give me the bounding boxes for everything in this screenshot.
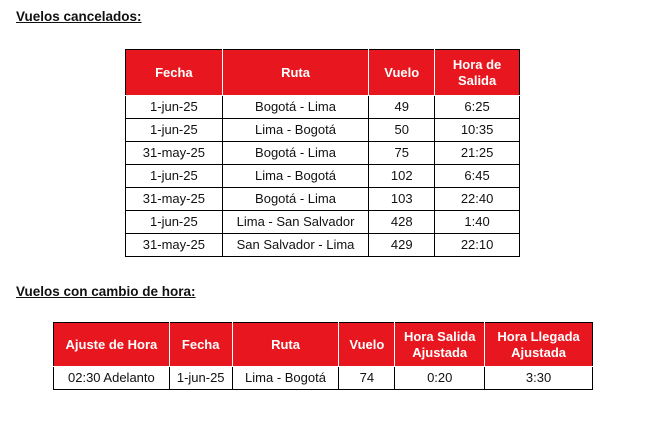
time-change-flights-table [53, 322, 593, 390]
cell-fecha: 1-jun-25 [126, 96, 223, 119]
header-ruta: Ruta [222, 50, 369, 96]
cell-hora-salida: 6:25 [435, 96, 520, 119]
cell-ruta: Lima - Bogotá [232, 367, 339, 390]
cell-hora-salida: 22:10 [435, 234, 520, 257]
table-header-row [54, 323, 593, 367]
cell-fecha: 1-jun-25 [126, 165, 223, 188]
cell-hora-salida: 21:25 [435, 142, 520, 165]
cancelled-flights-title: Vuelos cancelados: [16, 9, 142, 24]
cell-ruta: Bogotá - Lima [222, 142, 369, 165]
header-hora-salida-ajustada: Hora Salida Ajustada [395, 323, 485, 367]
cell-ruta: San Salvador - Lima [222, 234, 369, 257]
header-fecha: Fecha [126, 50, 223, 96]
cancelled-flights-table [125, 49, 520, 257]
cell-vuelo: 49 [369, 96, 435, 119]
header-vuelo: Vuelo [369, 50, 435, 96]
cell-hora-salida-ajustada: 0:20 [395, 367, 485, 390]
table-row [126, 211, 520, 234]
cell-ruta: Bogotá - Lima [222, 96, 369, 119]
cell-vuelo: 428 [369, 211, 435, 234]
cell-hora-salida: 10:35 [435, 119, 520, 142]
table-row [126, 165, 520, 188]
table-row [126, 142, 520, 165]
header-vuelo: Vuelo [339, 323, 395, 367]
cell-vuelo: 429 [369, 234, 435, 257]
cell-ruta: Lima - Bogotá [222, 165, 369, 188]
cell-vuelo: 50 [369, 119, 435, 142]
cell-hora-salida: 22:40 [435, 188, 520, 211]
table-header-row [126, 50, 520, 96]
cell-hora-salida: 6:45 [435, 165, 520, 188]
cell-fecha: 31-may-25 [126, 188, 223, 211]
table-row [126, 96, 520, 119]
cell-fecha: 1-jun-25 [169, 367, 232, 390]
header-hora-salida: Hora de Salida [435, 50, 520, 96]
cell-ajuste-hora: 02:30 Adelanto [54, 367, 170, 390]
cell-fecha: 1-jun-25 [126, 119, 223, 142]
header-ajuste-hora: Ajuste de Hora [54, 323, 170, 367]
header-fecha: Fecha [169, 323, 232, 367]
cell-ruta: Bogotá - Lima [222, 188, 369, 211]
cell-fecha: 31-may-25 [126, 234, 223, 257]
cell-hora-llegada-ajustada: 3:30 [485, 367, 593, 390]
cell-vuelo: 103 [369, 188, 435, 211]
cell-ruta: Lima - San Salvador [222, 211, 369, 234]
cell-ruta: Lima - Bogotá [222, 119, 369, 142]
cell-vuelo: 74 [339, 367, 395, 390]
header-ruta: Ruta [232, 323, 339, 367]
table-row [54, 367, 593, 390]
table-row [126, 119, 520, 142]
cell-fecha: 31-may-25 [126, 142, 223, 165]
cell-vuelo: 102 [369, 165, 435, 188]
table-row [126, 188, 520, 211]
cell-hora-salida: 1:40 [435, 211, 520, 234]
cell-fecha: 1-jun-25 [126, 211, 223, 234]
header-hora-llegada-ajustada: Hora Llegada Ajustada [485, 323, 593, 367]
table-row [126, 234, 520, 257]
time-change-flights-title: Vuelos con cambio de hora: [16, 284, 196, 299]
cell-vuelo: 75 [369, 142, 435, 165]
